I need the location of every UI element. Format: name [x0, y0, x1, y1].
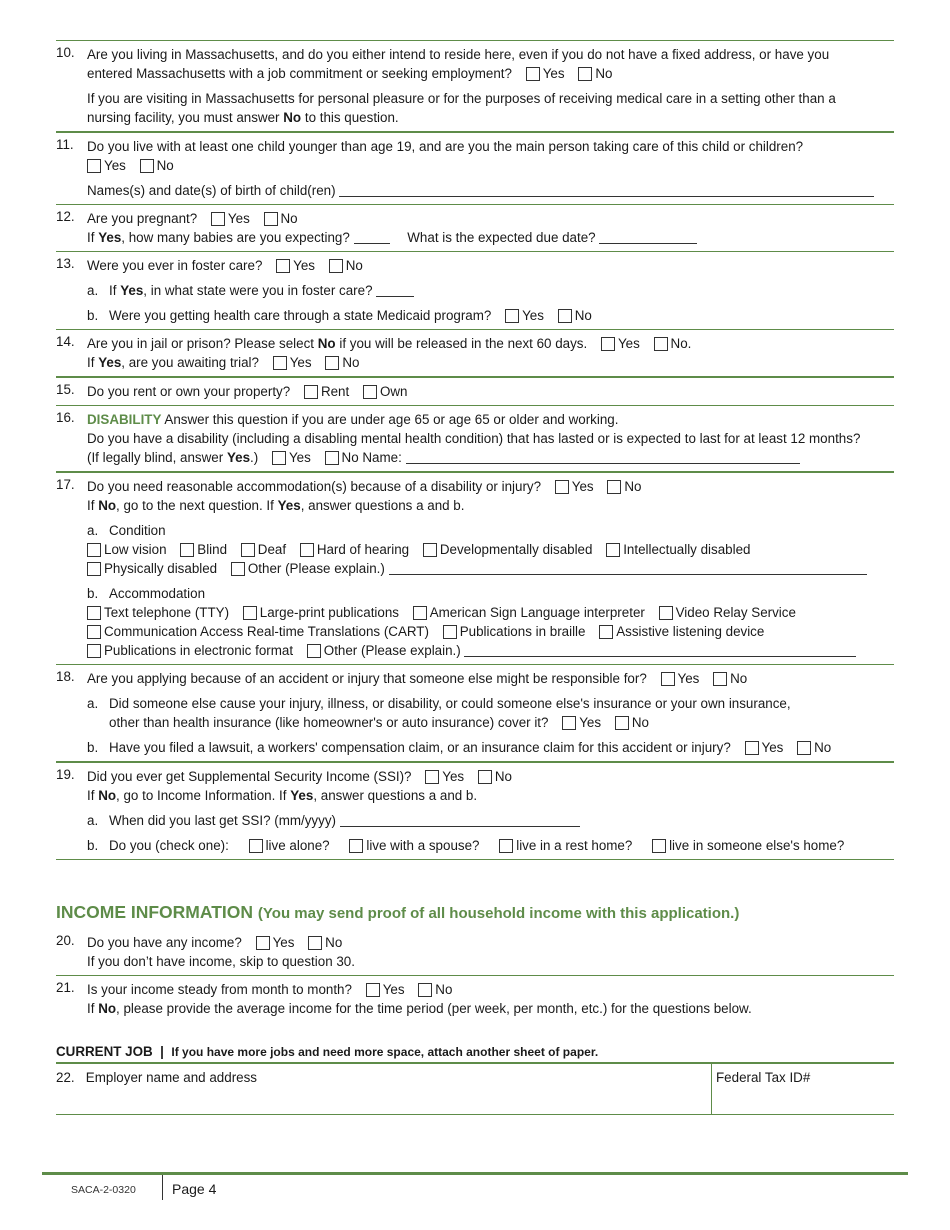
yes-checkbox[interactable]: [661, 672, 675, 686]
sub-letter: a.: [87, 696, 99, 711]
no-label: No: [624, 479, 642, 494]
question-text: , answer questions a and b.: [300, 498, 465, 513]
yes-label: Yes: [272, 935, 295, 950]
instruction-text: nursing facility, you must answer: [87, 110, 280, 125]
question-16: [56, 405, 894, 471]
living-label: live with a spouse?: [366, 838, 480, 853]
yes-label: Yes: [571, 479, 594, 494]
question-number: 12.: [56, 209, 75, 224]
question-text: , go to the next question. If: [116, 498, 274, 513]
question-text: When did you last get SSI? (mm/yyyy): [109, 813, 336, 828]
yes-checkbox[interactable]: [555, 480, 569, 494]
question-11: [56, 131, 894, 204]
question-text: What is the expected due date?: [407, 230, 596, 245]
emphasis-text: No: [98, 1001, 117, 1016]
accommodation-checkbox[interactable]: [307, 644, 321, 658]
question-text: Are you in jail or prison? Please select: [87, 336, 315, 351]
question-text: if you will be released in the next 60 days.: [339, 336, 588, 351]
sub-letter: b.: [87, 740, 99, 755]
no-label: No: [280, 211, 298, 226]
accommodation-checkbox[interactable]: [659, 606, 673, 620]
question-number: 20.: [56, 933, 75, 948]
question-text: Were you getting health care through a state Medicaid program?: [109, 308, 492, 323]
question-number: 19.: [56, 767, 75, 782]
question-text: If: [87, 788, 95, 803]
condition-checkbox[interactable]: [241, 543, 255, 557]
emphasis-text: Yes: [98, 355, 122, 370]
question-number: 10.: [56, 45, 75, 60]
yes-checkbox[interactable]: [425, 770, 439, 784]
condition-label: Physically disabled: [104, 561, 218, 576]
accommodation-checkbox[interactable]: [413, 606, 427, 620]
yes-label: Yes: [761, 740, 784, 755]
yes-checkbox[interactable]: [505, 309, 519, 323]
yes-label: Yes: [617, 336, 640, 351]
babies-count-field[interactable]: [354, 230, 390, 244]
question-text: , are you awaiting trial?: [121, 355, 259, 370]
question-18: [56, 664, 894, 761]
condition-checkbox[interactable]: [423, 543, 437, 557]
yes-checkbox[interactable]: [562, 716, 576, 730]
sub-letter: b.: [87, 838, 99, 853]
accommodation-other-field[interactable]: [464, 643, 856, 657]
question-text: If: [87, 355, 95, 370]
question-text: Do you need reasonable accommodation(s) because of a disability or injury?: [87, 479, 542, 494]
emphasis-text: No: [98, 498, 117, 513]
emphasis-text: No: [283, 110, 302, 125]
living-checkbox[interactable]: [349, 839, 363, 853]
no-checkbox[interactable]: [325, 451, 339, 465]
emphasis-text: Yes: [226, 450, 251, 465]
living-label: live alone?: [265, 838, 330, 853]
question-text: Were you ever in foster care?: [87, 258, 263, 273]
name-field[interactable]: [406, 450, 800, 464]
question-text: Do you (check one):: [109, 838, 229, 853]
question-text: Have you filed a lawsuit, a workers' compensation claim, or an insurance claim for this accident or injury?: [109, 740, 731, 755]
no-label: No: [595, 66, 613, 81]
form-page: [56, 40, 894, 1115]
emphasis-text: Yes: [290, 788, 314, 803]
condition-checkbox[interactable]: [300, 543, 314, 557]
no-label: No: [435, 982, 453, 997]
sub-letter: a.: [87, 283, 99, 298]
no-label: No: [342, 355, 360, 370]
condition-label: Intellectually disabled: [623, 542, 751, 557]
no-label: No: [156, 158, 174, 173]
rent-label: Rent: [320, 384, 350, 399]
question-text: If: [87, 498, 95, 513]
condition-checkbox[interactable]: [231, 562, 245, 576]
emphasis-text: Yes: [98, 230, 122, 245]
accommodation-label: Video Relay Service: [675, 605, 796, 620]
no-label: No: [494, 769, 512, 784]
subsection-title: Condition: [109, 523, 166, 538]
question-text: .): [250, 450, 259, 465]
condition-checkbox[interactable]: [180, 543, 194, 557]
question-text: (If legally blind, answer: [87, 450, 224, 465]
no-checkbox[interactable]: [654, 337, 668, 351]
no-checkbox[interactable]: [607, 480, 621, 494]
accommodation-checkbox[interactable]: [87, 606, 101, 620]
living-label: live in a rest home?: [516, 838, 633, 853]
living-checkbox[interactable]: [652, 839, 666, 853]
question-text: , in what state were you in foster care?: [143, 283, 373, 298]
no-checkbox[interactable]: [329, 259, 343, 273]
no-checkbox[interactable]: [264, 212, 278, 226]
yes-checkbox[interactable]: [276, 259, 290, 273]
question-10: [56, 40, 894, 131]
yes-checkbox[interactable]: [256, 936, 270, 950]
question-number: 21.: [56, 980, 75, 995]
question-text: Do you live with at least one child younger than age 19, and are you the main person taking care of this child or children?: [87, 139, 804, 154]
condition-checkbox[interactable]: [87, 562, 101, 576]
emphasis-text: No: [317, 336, 336, 351]
no-label: No: [325, 935, 343, 950]
accommodation-label: Other (Please explain.): [323, 643, 461, 658]
question-text: , please provide the average income for the time period (per week, per month, etc.) for the questions below.: [116, 1001, 752, 1016]
yes-checkbox[interactable]: [211, 212, 225, 226]
accommodation-label: Publications in electronic format: [104, 643, 294, 658]
sub-letter: a.: [87, 523, 99, 538]
heading-separator: |: [160, 1044, 164, 1059]
condition-label: Other (Please explain.): [247, 561, 385, 576]
question-text: Are you applying because of an accident or injury that someone else might be responsible for?: [87, 671, 647, 686]
accommodation-label: American Sign Language interpreter: [429, 605, 645, 620]
yes-checkbox[interactable]: [87, 159, 101, 173]
question-number: 18.: [56, 669, 75, 684]
subsection-heading: CURRENT JOB: [56, 1044, 153, 1059]
question-19: [56, 761, 894, 860]
no-label: No: [730, 671, 748, 686]
column-divider: [711, 1064, 712, 1114]
yes-label: Yes: [442, 769, 465, 784]
accommodation-checkbox[interactable]: [87, 625, 101, 639]
no-checkbox[interactable]: [615, 716, 629, 730]
accommodation-label: Communication Access Real-time Translations (CART): [104, 624, 429, 639]
no-name-label: No Name:: [341, 450, 402, 465]
no-checkbox[interactable]: [418, 983, 432, 997]
question-number: 14.: [56, 334, 75, 349]
question-text: other than health insurance (like homeowner's or auto insurance) cover it?: [109, 715, 549, 730]
accommodation-label: Publications in braille: [459, 624, 586, 639]
own-checkbox[interactable]: [363, 385, 377, 399]
yes-label: Yes: [293, 258, 315, 273]
condition-label: Hard of hearing: [316, 542, 410, 557]
foster-state-field[interactable]: [376, 283, 414, 297]
question-text: Answer this question if you are under age 65 or age 65 or older and working.: [164, 412, 619, 427]
question-number: 16.: [56, 410, 75, 425]
yes-label: Yes: [104, 158, 126, 173]
yes-label: Yes: [382, 982, 405, 997]
sub-letter: b.: [87, 308, 99, 323]
yes-checkbox[interactable]: [745, 741, 759, 755]
question-text: entered Massachusetts with a job commitment or seeking employment?: [87, 66, 512, 81]
question-text: If: [87, 1001, 95, 1016]
question-text: Do you have any income?: [87, 935, 242, 950]
emphasis-text: Yes: [120, 283, 144, 298]
accommodation-checkbox[interactable]: [443, 625, 457, 639]
question-text: , go to Income Information. If: [116, 788, 287, 803]
yes-label: Yes: [542, 66, 565, 81]
condition-label: Blind: [197, 542, 228, 557]
no-checkbox[interactable]: [308, 936, 322, 950]
question-text: Do you have a disability (including a disabling mental health condition) that has lasted or is expected to last for at least 12 months?: [87, 431, 861, 446]
emphasis-text: Yes: [277, 498, 301, 513]
section-heading: INCOME INFORMATION: [56, 902, 254, 922]
yes-checkbox[interactable]: [526, 67, 540, 81]
question-text: Did someone else cause your injury, illness, or disability, or could someone else's insurance or your own insurance,: [109, 696, 791, 711]
no-label: No: [574, 308, 592, 323]
emphasis-text: No: [98, 788, 117, 803]
sub-letter: b.: [87, 586, 99, 601]
accommodation-checkbox[interactable]: [87, 644, 101, 658]
question-12: [56, 204, 894, 251]
yes-checkbox[interactable]: [272, 451, 286, 465]
question-text: Did you ever get Supplemental Security Income (SSI)?: [87, 769, 412, 784]
question-text: Are you living in Massachusetts, and do you either intend to reside here, even if you do not have a fixed address, or have you: [87, 47, 830, 62]
no-checkbox[interactable]: [713, 672, 727, 686]
employer-field-label: Employer name and address: [85, 1070, 257, 1085]
no-label: No: [814, 740, 832, 755]
instruction-text: If you are visiting in Massachusetts for personal pleasure or for the purposes of receiving medical care in a setting other than a: [87, 91, 836, 106]
question-20: [56, 933, 894, 975]
no-label: No: [631, 715, 649, 730]
ssi-date-field[interactable]: [340, 813, 580, 827]
question-text: Are you pregnant?: [87, 211, 198, 226]
accommodation-label: Assistive listening device: [616, 624, 765, 639]
question-21: [56, 975, 894, 1022]
living-checkbox[interactable]: [249, 839, 263, 853]
instruction-text: If you don’t have income, skip to question 30.: [87, 954, 355, 969]
section-label: DISABILITY: [87, 412, 162, 427]
condition-other-field[interactable]: [389, 561, 867, 575]
question-text: If: [109, 283, 117, 298]
living-label: live in someone else's home?: [669, 838, 845, 853]
question-text: Is your income steady from month to month?: [87, 982, 352, 997]
due-date-field[interactable]: [599, 230, 697, 244]
question-number: 11.: [56, 137, 74, 152]
yes-label: Yes: [227, 211, 250, 226]
income-section-title: [56, 902, 894, 923]
question-number: 17.: [56, 477, 75, 492]
heading-note: If you have more jobs and need more space, attach another sheet of paper.: [171, 1045, 599, 1059]
subsection-title: Accommodation: [109, 586, 206, 601]
footer-rule: [42, 1172, 908, 1175]
no-checkbox[interactable]: [578, 67, 592, 81]
no-label: No.: [670, 336, 692, 351]
no-label: No: [345, 258, 363, 273]
tax-id-field-label: Federal Tax ID#: [716, 1070, 811, 1085]
question-13: [56, 251, 894, 329]
question-15: [56, 376, 894, 405]
condition-label: Deaf: [257, 542, 287, 557]
form-code: SACA-2-0320: [71, 1184, 136, 1196]
footer-divider: [162, 1175, 163, 1200]
question-text: Do you rent or own your property?: [87, 384, 291, 399]
instruction-text: to this question.: [304, 110, 399, 125]
yes-checkbox[interactable]: [601, 337, 615, 351]
question-number: 13.: [56, 256, 75, 271]
accommodation-label: Large-print publications: [259, 605, 399, 620]
question-number: 22.: [56, 1070, 75, 1085]
sub-letter: a.: [87, 813, 99, 828]
yes-label: Yes: [579, 715, 602, 730]
no-checkbox[interactable]: [140, 159, 154, 173]
question-text: , answer questions a and b.: [313, 788, 478, 803]
condition-checkbox[interactable]: [87, 543, 101, 557]
yes-checkbox[interactable]: [366, 983, 380, 997]
children-names-field[interactable]: [339, 183, 874, 197]
condition-label: Developmentally disabled: [439, 542, 593, 557]
no-checkbox[interactable]: [325, 356, 339, 370]
yes-checkbox[interactable]: [273, 356, 287, 370]
question-22: [56, 1064, 894, 1115]
question-17: [56, 471, 894, 664]
yes-label: Yes: [289, 355, 312, 370]
yes-label: Yes: [677, 671, 700, 686]
no-checkbox[interactable]: [797, 741, 811, 755]
field-label: Names(s) and date(s) of birth of child(ren): [87, 183, 336, 198]
no-checkbox[interactable]: [558, 309, 572, 323]
page-number: Page 4: [172, 1181, 217, 1197]
accommodation-checkbox[interactable]: [243, 606, 257, 620]
no-checkbox[interactable]: [478, 770, 492, 784]
question-text: , how many babies are you expecting?: [121, 230, 350, 245]
section-subheading: (You may send proof of all household income with this application.): [257, 905, 740, 922]
living-checkbox[interactable]: [499, 839, 513, 853]
question-number: 15.: [56, 382, 75, 397]
yes-label: Yes: [522, 308, 544, 323]
condition-checkbox[interactable]: [606, 543, 620, 557]
rent-checkbox[interactable]: [304, 385, 318, 399]
accommodation-label: Text telephone (TTY): [104, 605, 230, 620]
condition-label: Low vision: [104, 542, 167, 557]
question-14: [56, 329, 894, 376]
own-label: Own: [379, 384, 408, 399]
question-text: If: [87, 230, 95, 245]
current-job-heading: [56, 1044, 894, 1064]
accommodation-checkbox[interactable]: [599, 625, 613, 639]
yes-label: Yes: [288, 450, 311, 465]
